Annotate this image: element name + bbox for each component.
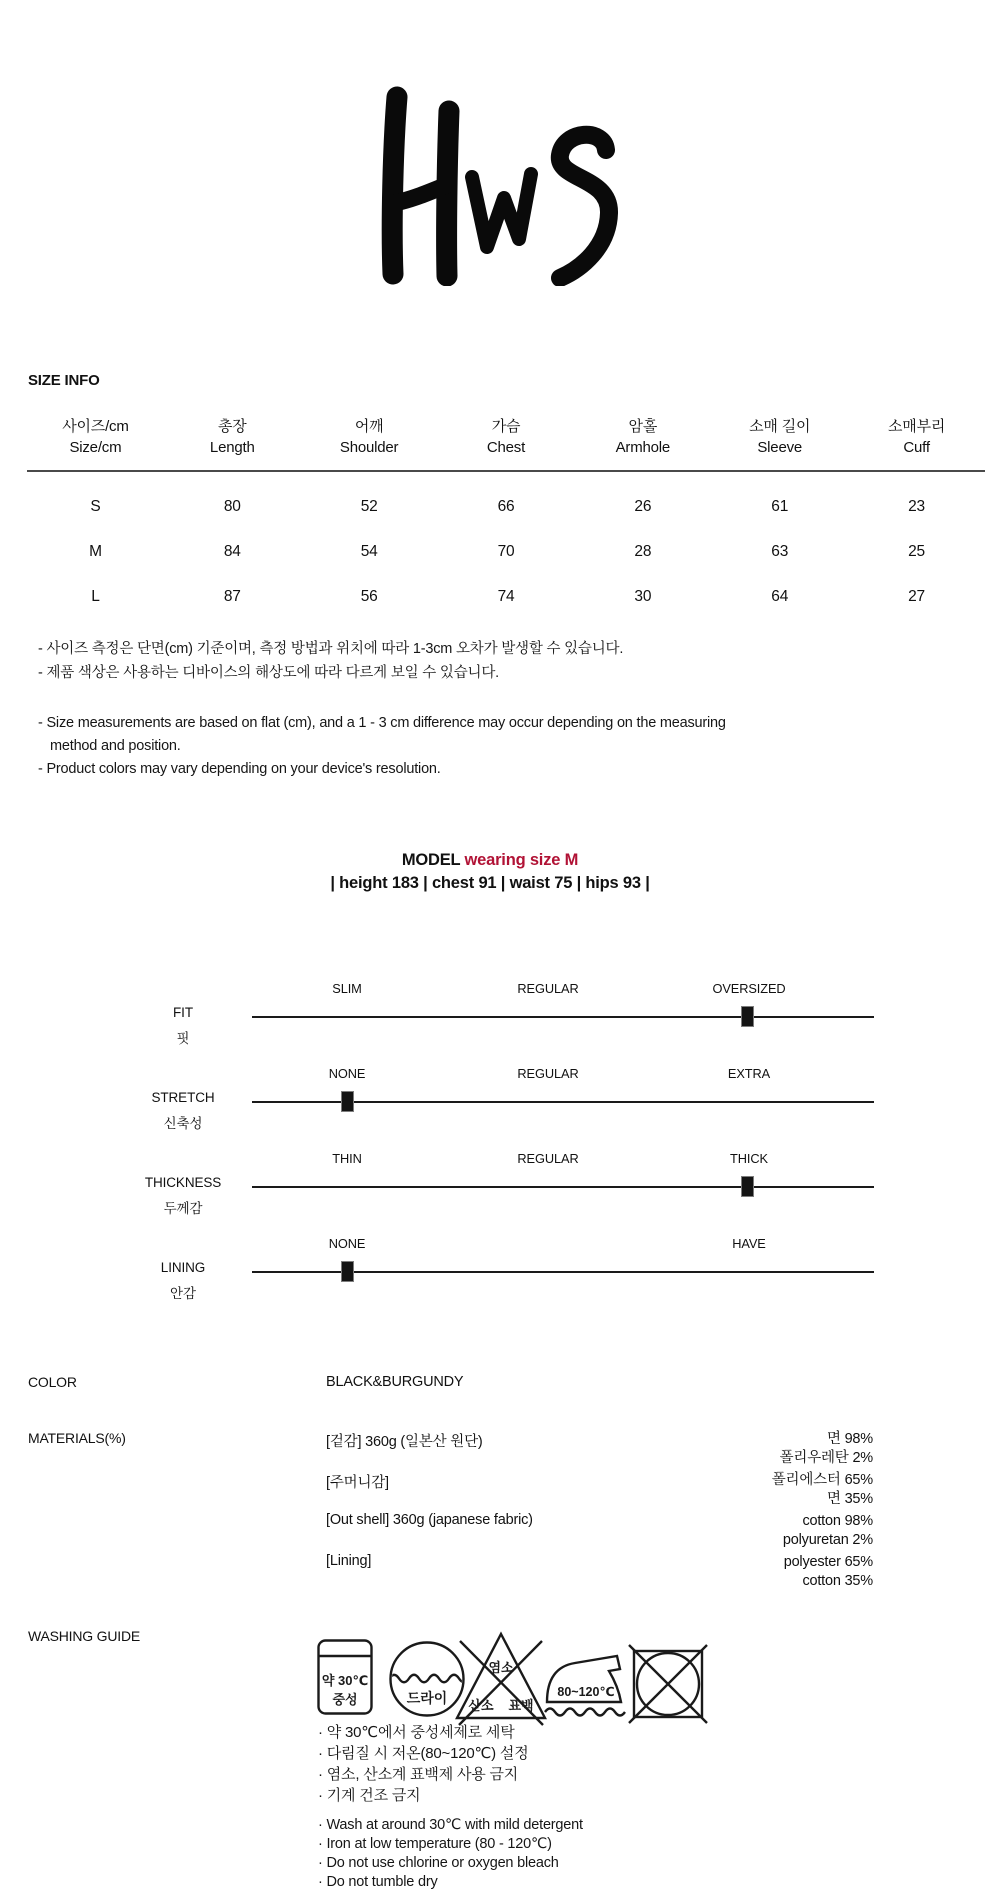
size-notes-korean	[38, 637, 623, 685]
note-line: method and position.	[50, 738, 181, 754]
size-info-title: SIZE INFO	[28, 372, 100, 389]
hand-wash-30-icon	[316, 1638, 374, 1716]
svg-text:염소: 염소	[488, 1660, 514, 1675]
no-bleach-icon	[451, 1626, 551, 1728]
thickness-slider-name: THICKNESS 두께감	[144, 1175, 222, 1216]
materials-label: MATERIALS(%)	[28, 1430, 126, 1446]
col-header-armhole: 암홀 Armhole	[615, 418, 671, 456]
color-label: COLOR	[28, 1374, 77, 1390]
option-label: OVERSIZED	[712, 981, 786, 996]
size-row-m: M 84 54 70 28 63 25	[89, 542, 925, 560]
fit-slider-name: FIT 핏	[173, 1005, 193, 1046]
option-label: EXTRA	[727, 1066, 771, 1081]
brand-logo-hws-icon	[378, 86, 623, 286]
fit-slider	[0, 981, 1000, 1071]
col-header-size: 사이즈/cm Size/cm	[62, 418, 129, 456]
wash-note-line: · 기계 건조 금지	[318, 1787, 421, 1804]
svg-text:표백: 표백	[508, 1698, 534, 1713]
wash-note-line: · 염소, 산소계 표백제 사용 금지	[318, 1766, 519, 1783]
iron-low-temp-icon	[542, 1646, 628, 1720]
model-title: MODEL wearing size M	[401, 851, 579, 869]
lining-slider-name: LINING 안감	[160, 1260, 206, 1301]
materials-row-outshell-kr: [겉감] 360g (일본산 원단) 면 98% 폴리우레탄 2%	[326, 1431, 873, 1466]
note-line: - 제품 색상은 사용하는 디바이스의 해상도에 따라 다르게 보일 수 있습니다.	[38, 665, 499, 681]
note-line: - Size measurements are based on flat (cm), and a 1 - 3 cm difference may occur depending on the measuring	[38, 715, 726, 731]
wash-note-line: · 다림질 시 저온(80~120℃) 설정	[318, 1745, 529, 1762]
option-label: HAVE	[732, 1236, 766, 1251]
col-header-shoulder: 어깨 Shoulder	[339, 418, 399, 456]
option-label: REGULAR	[517, 1066, 579, 1081]
option-label: NONE	[328, 1236, 366, 1251]
no-tumble-dry-icon	[627, 1642, 709, 1724]
option-label: REGULAR	[517, 981, 579, 996]
option-label: THIN	[332, 1151, 362, 1166]
option-label: NONE	[328, 1066, 366, 1081]
size-table-header	[27, 416, 985, 472]
svg-text:산소: 산소	[468, 1698, 494, 1713]
note-line: - 사이즈 측정은 단면(cm) 기준이며, 측정 방법과 위치에 따라 1-3cm 오차가 발생할 수 있습니다.	[38, 641, 624, 657]
washing-notes-english	[318, 1816, 583, 1892]
color-value: BLACK&BURGUNDY	[326, 1374, 464, 1390]
model-wearing-size: wearing size M	[464, 851, 579, 869]
option-label: REGULAR	[517, 1151, 579, 1166]
wash-note-line: · Iron at low temperature (80 - 120℃)	[318, 1836, 552, 1852]
option-label: SLIM	[332, 981, 362, 996]
svg-text:80~120℃: 80~120℃	[557, 1685, 615, 1699]
size-row-l: L 87 56 74 30 64 27	[91, 587, 925, 605]
wash-note-line: · Wash at around 30℃ with mild detergent	[318, 1817, 583, 1833]
materials-row-pocket-kr: [주머니감] 폴리에스터 65% 면 35%	[326, 1472, 873, 1507]
slider-knob	[741, 1176, 754, 1197]
stretch-slider	[0, 1066, 1000, 1156]
size-table	[27, 416, 985, 619]
model-info	[250, 849, 730, 895]
col-header-cuff: 소매부리 Cuff	[887, 418, 946, 456]
slider-knob	[341, 1261, 354, 1282]
materials-row-outshell-en: [Out shell] 360g (japanese fabric) cotton 98% polyuretan 2%	[326, 1512, 873, 1548]
slider-knob	[741, 1006, 754, 1027]
slider-track	[252, 1186, 874, 1188]
size-row-s: S 80 52 66 26 61 23	[90, 497, 925, 515]
lining-slider	[0, 1236, 1000, 1326]
wash-note-line: · 약 30℃에서 중성세제로 세탁	[318, 1724, 515, 1741]
col-header-sleeve: 소매 길이 Sleeve	[749, 418, 811, 456]
stretch-slider-name: STRETCH 신축성	[151, 1090, 215, 1131]
col-header-length: 총장 Length	[209, 418, 255, 456]
washing-guide-label: WASHING GUIDE	[28, 1628, 140, 1644]
model-measurements: | height 183 | chest 91 | waist 75 | hips 93 |	[330, 874, 650, 892]
slider-track	[252, 1016, 874, 1018]
svg-text:중성: 중성	[332, 1692, 358, 1707]
materials-row-lining-en: [Lining] polyester 65% cotton 35%	[326, 1553, 873, 1589]
option-label: THICK	[730, 1151, 768, 1166]
thickness-slider	[0, 1151, 1000, 1241]
size-notes-english	[38, 712, 726, 781]
washing-notes-korean	[318, 1722, 529, 1806]
svg-text:약 30℃: 약 30℃	[321, 1673, 369, 1688]
col-header-chest: 가슴 Chest	[486, 418, 526, 456]
wash-note-line: · Do not tumble dry	[318, 1874, 438, 1890]
note-line: - Product colors may vary depending on your device's resolution.	[38, 761, 441, 777]
slider-knob	[341, 1091, 354, 1112]
wash-note-line: · Do not use chlorine or oxygen bleach	[318, 1855, 559, 1871]
size-table-body	[27, 472, 985, 619]
svg-text:드라이: 드라이	[406, 1690, 448, 1706]
